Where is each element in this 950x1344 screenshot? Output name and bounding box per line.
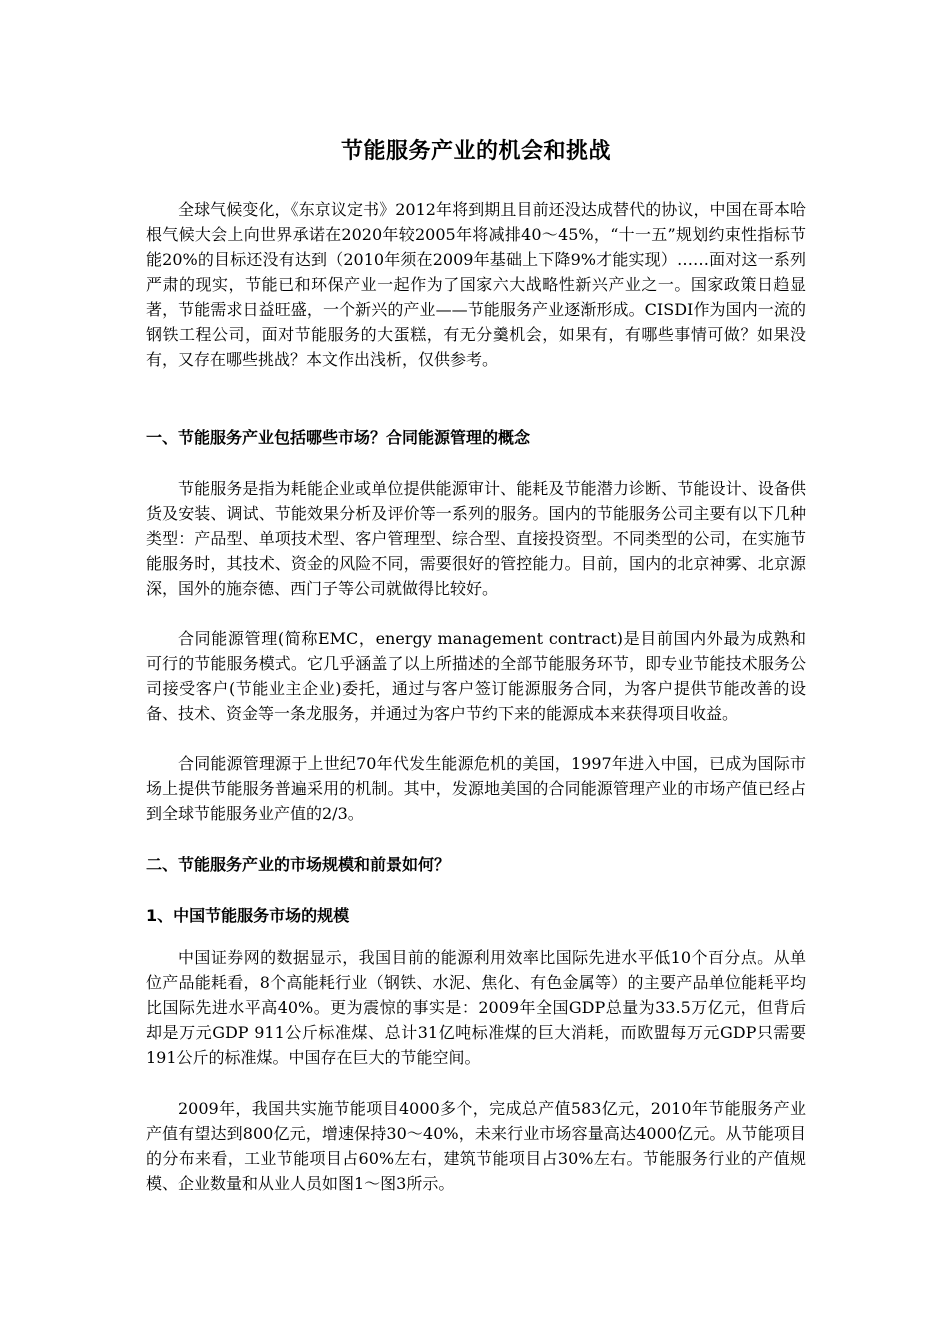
- section-1-paragraph-2: 合同能源管理(简称EMC，energy management contract)是目前国内外最为成熟和可行的节能服务模式。它几乎涵盖了以上所描述的全部节能服务环节，即专业节能技术服务公司接受客户(节能业主企业)委托，通过与客户签订能源服务合同，为客户提供节能改善的设备、技术、资金等一条龙服务，并通过为客户节约下来的能源成本来获得项目收益。: [146, 629, 806, 723]
- section-2-heading: 二、节能服务产业的市场规模和前景如何？: [146, 855, 451, 874]
- section-1-heading: 一、节能服务产业包括哪些市场？合同能源管理的概念: [146, 428, 531, 447]
- document-title: 节能服务产业的机会和挑战: [340, 139, 611, 164]
- subsection-1-heading: 1、中国节能服务市场的规模: [146, 906, 350, 925]
- section-1-paragraph-3: 合同能源管理源于上世纪70年代发生能源危机的美国，1997年进入中国，已成为国际市场上提供节能服务普遍采用的机制。其中，发源地美国的合同能源管理产业的市场产值已经占到全球节能服务业产值的2/3。: [146, 754, 806, 823]
- subsection-1-paragraph-2: 2009年，我国共实施节能项目4000多个，完成总产值583亿元，2010年节能服务产业产值有望达到800亿元，增速保持30～40%，未来行业市场容量高达4000亿元。从节能项目的分布来看，工业节能项目占60%左右，建筑节能项目占30%左右。节能服务行业的产值规模、企业数量和从业人员如图1～图3所示。: [146, 1099, 806, 1193]
- subsection-1-paragraph-1: 中国证券网的数据显示，我国目前的能源利用效率比国际先进水平低10个百分点。从单位产品能耗看，8个高能耗行业（钢铁、水泥、焦化、有色金属等）的主要产品单位能耗平均比国际先进水平高40%。更为震惊的事实是：2009年全国GDP总量为33.5万亿元，但背后却是万元GDP 911公斤标准煤、总计31亿吨标准煤的巨大消耗，而欧盟每万元GDP只需要191公斤的标准煤。中国存在巨大的节能空间。: [146, 948, 806, 1067]
- section-1-paragraph-1: 节能服务是指为耗能企业或单位提供能源审计、能耗及节能潜力诊断、节能设计、设备供货及安装、调试、节能效果分析及评价等一系列的服务。国内的节能服务公司主要有以下几种类型：产品型、单项技术型、客户管理型、综合型、直接投资型。不同类型的公司，在实施节能服务时，其技术、资金的风险不同，需要很好的管控能力。目前，国内的北京神雾、北京源深，国外的施奈德、西门子等公司就做得比较好。: [146, 479, 806, 598]
- intro-paragraph: 全球气候变化，《东京议定书》2012年将到期且目前还没达成替代的协议，中国在哥本哈根气候大会上向世界承诺在2020年较2005年将减排40～45%，“十一五”规划约束性指标节能20%的目标还没有达到（2010年须在2009年基础上下降9%才能实现）……面对这一系列严肃的现实，节能已和环保产业一起作为了国家六大战略性新兴产业之一。国家政策日趋显著，节能需求日益旺盛，一个新兴的产业——节能服务产业逐渐形成。CISDI作为国内一流的钢铁工程公司，面对节能服务的大蛋糕，有无分羹机会，如果有，有哪些事情可做？如果没有，又存在哪些挑战？本文作出浅析，仅供参考。: [146, 200, 806, 369]
